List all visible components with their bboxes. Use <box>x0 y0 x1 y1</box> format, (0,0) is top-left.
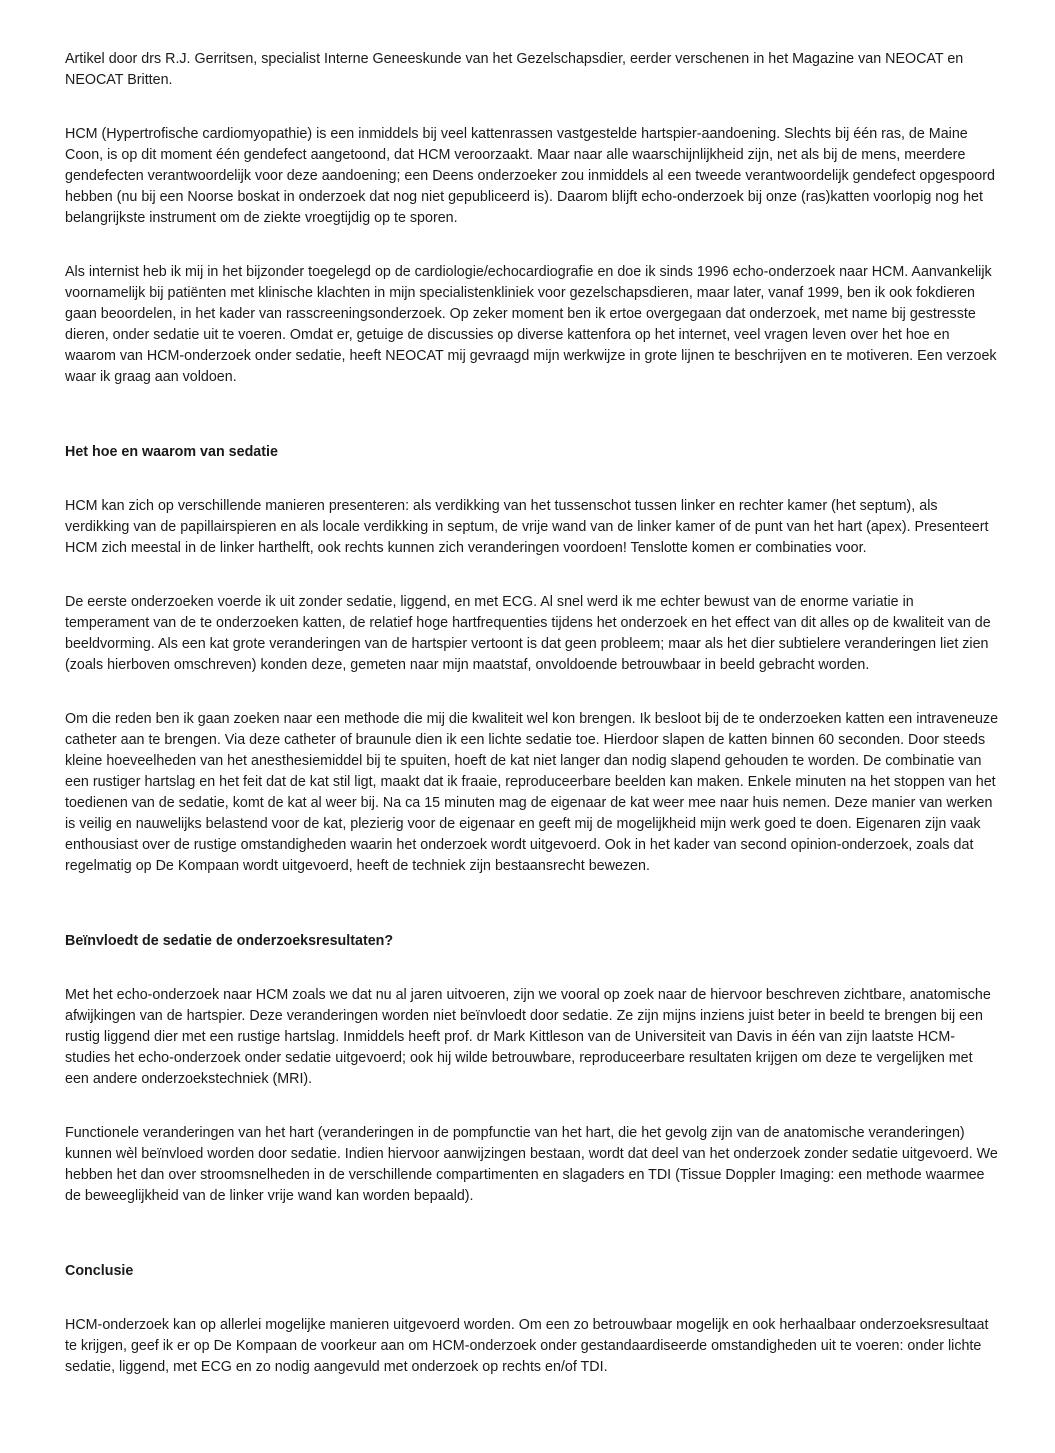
article-page <box>65 49 1000 1378</box>
paragraph-first-examinations: De eerste onderzoeken voerde ik uit zonder sedatie, liggend, en met ECG. Al snel werd ik me echter bewust van de enorme variatie in temperament van de te onderzoeken katten, de relatief hoge hartfrequenties tijdens het onderzoek en het effect van dit alles op de kwaliteit van de beeldvorming. Als een kat grote veranderingen van de hartspier vertoont is dat geen probleem; maar als het dier subtielere veranderingen liet zien (zoals hierboven omschreven) konden deze, gemeten naar mijn maatstaf, onvoldoende betrouwbaar in beeld gebracht worden. <box>65 594 991 673</box>
section-heading-influence: Beïnvloedt de sedatie de onderzoeksresultaten? <box>65 933 394 949</box>
paragraph-conclusion: HCM-onderzoek kan op allerlei mogelijke manieren uitgevoerd worden. Om een zo betrouwbaar mogelijk en ook herhaalbaar onderzoeksresultaat te krijgen, geef ik er op De Kompaan de voorkeur aan om HCM-onderzoek onder gestandaardiseerde omstandigheden uit te voeren: onder lichte sedatie, liggend, met ECG en zo nodig aangevuld met onderzoek op rechts en/of TDI. <box>65 1317 989 1375</box>
paragraph-functional: Functionele veranderingen van het hart (veranderingen in de pompfunctie van het hart, die het gevolg zijn van de anatomische veranderingen) kunnen wèl beïnvloed worden door sedatie. Indien hiervoor aanwijzingen bestaan, wordt dat deel van het onderzoek zonder sedatie uitgevoerd. We hebben het dan over stroomsnelheden in de verschillende compartimenten en slagaders en TDI (Tissue Doppler Imaging: een methode waarmee de beweeglijkheid van de linker vrije wand kan worden bepaald). <box>65 1125 998 1204</box>
paragraph-internist: Als internist heb ik mij in het bijzonder toegelegd op de cardiologie/echocardiografie en doe ik sinds 1996 echo-onderzoek naar HCM. Aanvankelijk voornamelijk bij patiënten met klinische klachten in mijn specialistenkliniek voor gezelschapsdieren, maar later, vanaf 1999, ben ik ook fokdieren gaan beoordelen, in het kader van rasscreeningsonderzoek. Op zeker moment ben ik ertoe overgegaan dat onderzoek, met name bij gestresste dieren, onder sedatie uit te voeren. Omdat er, getuige de discussies op diverse kattenfora op het internet, veel vragen leven over het hoe en waarom van HCM-onderzoek onder sedatie, heeft NEOCAT mij gevraagd mijn werkwijze in grote lijnen te beschrijven en te motiveren. Een verzoek waar ik graag aan voldoen. <box>65 264 997 385</box>
paragraph-method: Om die reden ben ik gaan zoeken naar een methode die mij die kwaliteit wel kon brengen. Ik besloot bij de te onderzoeken katten een intraveneuze catheter aan te brengen. Via deze catheter of braunule dien ik een lichte sedatie toe. Hierdoor slapen de katten binnen 60 seconden. Door steeds kleine hoeveelheden van het anesthesiemiddel bij te spuiten, hoeft de kat niet langer dan nodig slapend gehouden te worden. De combinatie van een rustiger hartslag en het feit dat de kat stil ligt, maakt dat ik fraaie, reproduceerbare beelden kan maken. Enkele minuten na het stoppen van het toedienen van de sedatie, komt de kat al weer bij. Na ca 15 minuten mag de eigenaar de kat weer mee naar huis nemen. Deze manier van werken is veilig en nauwelijks belastend voor de kat, plezierig voor de eigenaar en geeft mij de mogelijkheid mijn werk goed te doen. Eigenaren zijn vaak enthousiast over de rustige omstandigheden waarin het onderzoek wordt uitgevoerd. Ook in het kader van second opinion-onderzoek, zoals dat regelmatig op De Kompaan wordt uitgevoerd, heeft de techniek zijn bestaansrecht bewezen. <box>65 711 999 874</box>
section-heading-conclusion: Conclusie <box>65 1263 134 1279</box>
paragraph-anatomical: Met het echo-onderzoek naar HCM zoals we dat nu al jaren uitvoeren, zijn we vooral op zoek naar de hiervoor beschreven zichtbare, anatomische afwijkingen van de hartspier. Deze veranderingen worden niet beïnvloedt door sedatie. Ze zijn mijns inziens juist beter in beeld te brengen bij een rustig liggend dier met een rustige hartslag. Inmiddels heeft prof. dr Mark Kittleson van de Universiteit van Davis in één van zijn laatste HCM-studies het echo-onderzoek onder sedatie uitgevoerd; ook hij wilde betrouwbare, reproduceerbare resultaten krijgen om deze te vergelijken met een andere onderzoekstechniek (MRI). <box>65 987 991 1087</box>
paragraph-hcm-presentation: HCM kan zich op verschillende manieren presenteren: als verdikking van het tussenschot tussen linker en rechter kamer (het septum), als verdikking van de papillairspieren en als locale verdikking in septum, de vrije wand van de linker kamer of de punt van het hart (apex). Presenteert HCM zich meestal in de linker harthelft, ook rechts kunnen zich veranderingen voordoen! Tenslotte komen er combinaties voor. <box>65 498 989 556</box>
section-heading-sedation: Het hoe en waarom van sedatie <box>65 444 278 460</box>
article-intro: Artikel door drs R.J. Gerritsen, specialist Interne Geneeskunde van het Gezelschapsdier, eerder verschenen in het Magazine van NEOCAT en NEOCAT Britten. <box>65 51 964 88</box>
paragraph-hcm-intro: HCM (Hypertrofische cardiomyopathie) is een inmiddels bij veel kattenrassen vastgestelde hartspier-aandoening. Slechts bij één ras, de Maine Coon, is op dit moment één gendefect aangetoond, dat HCM veroorzaakt. Maar naar alle waarschijnlijkheid zijn, net als bij de mens, meerdere gendefecten verantwoordelijk voor deze aandoening; een Deens onderzoeker zou inmiddels al een tweede verantwoordelijk gendefect opgespoord hebben (nu bij een Noorse boskat in onderzoek dat nog niet gepubliceerd is). Daarom blijft echo-onderzoek bij onze (ras)katten voorlopig nog het belangrijkste instrument om de ziekte vroegtijdig op te sporen. <box>65 126 995 226</box>
